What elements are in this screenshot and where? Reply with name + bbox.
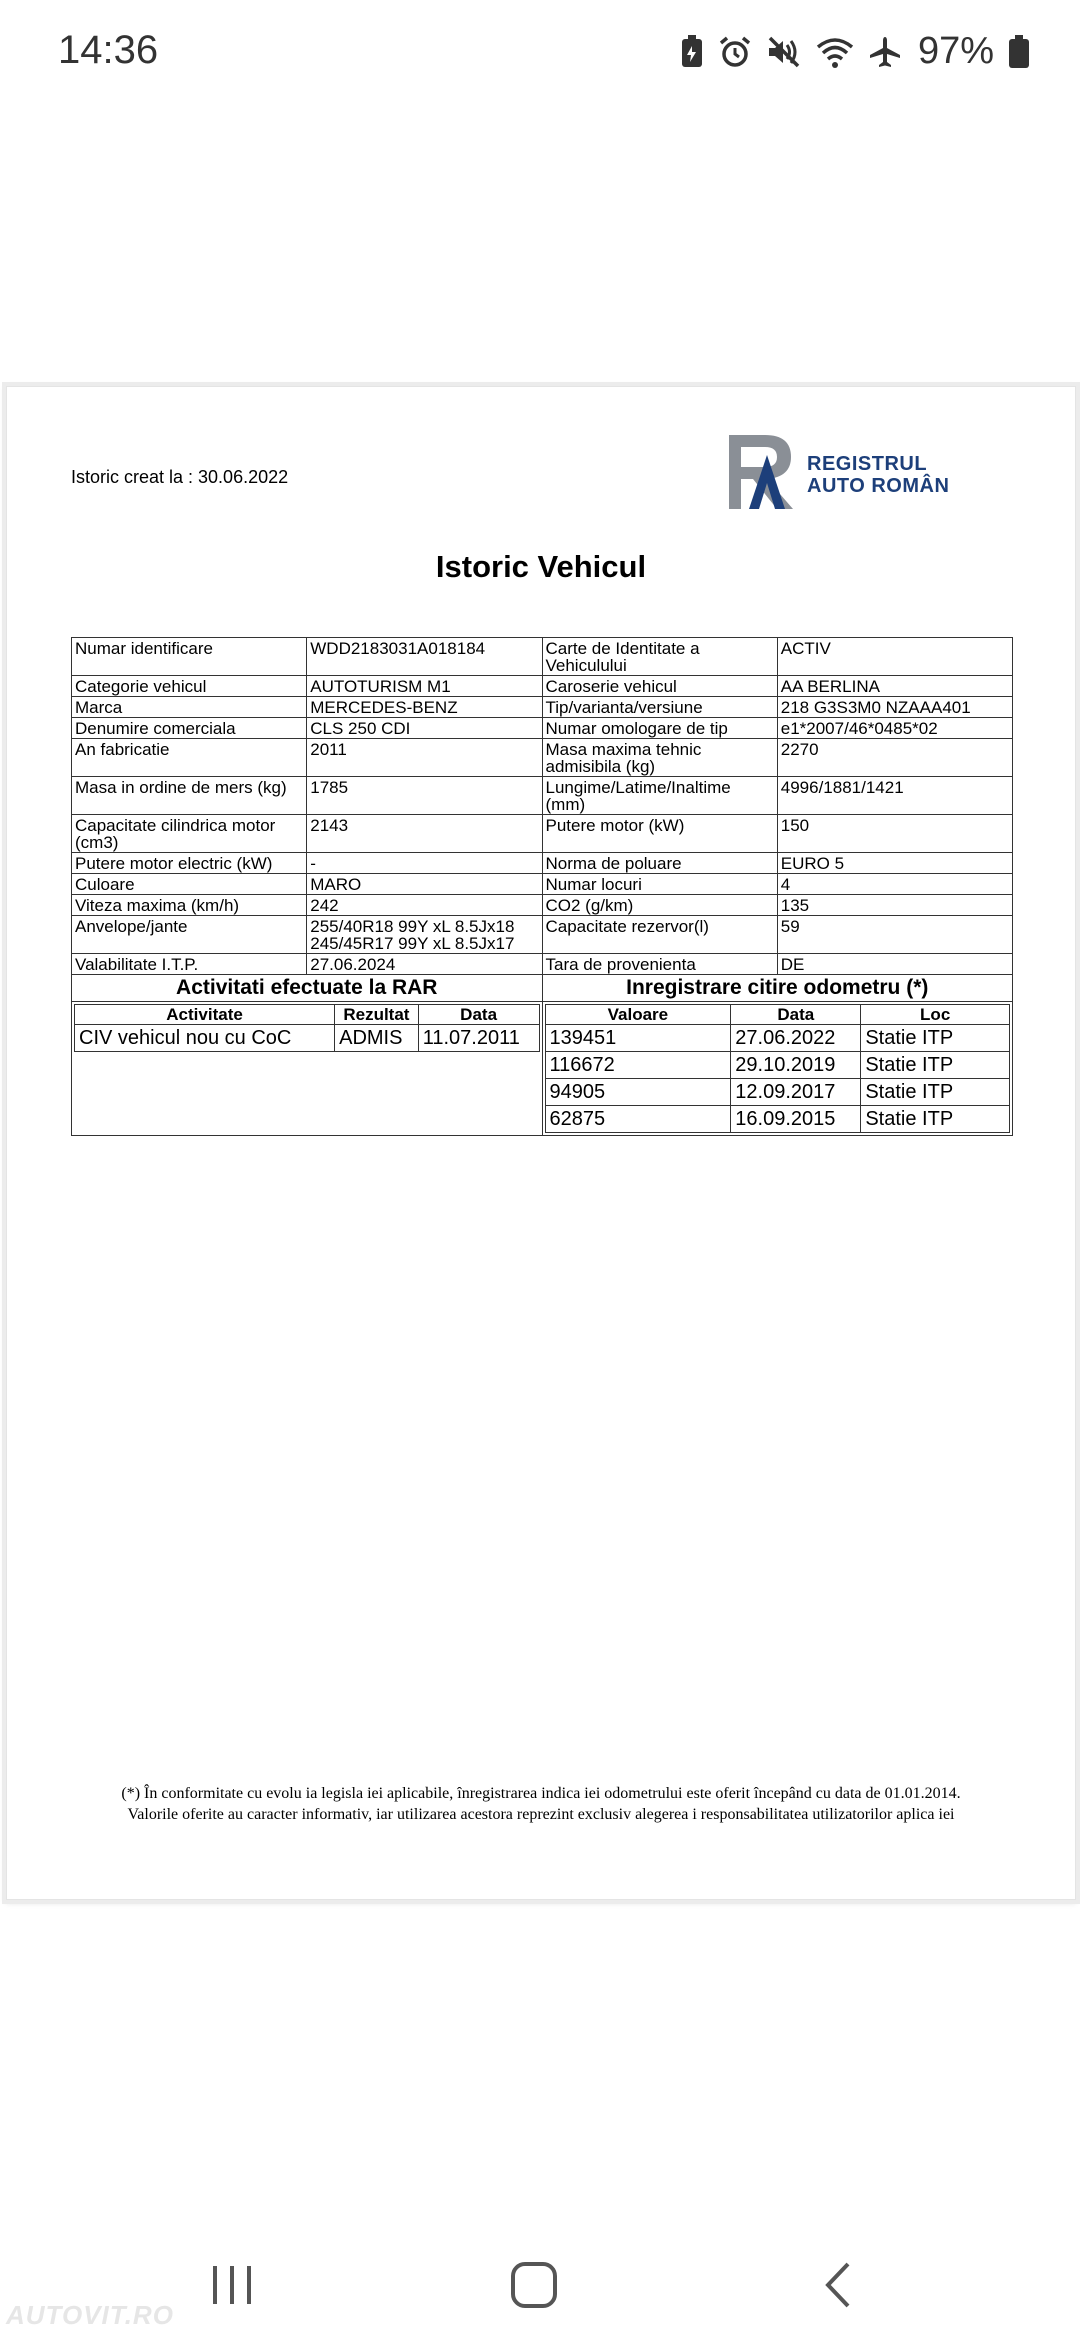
detail-value: WDD2183031A018184 — [307, 638, 542, 676]
detail-label: Masa maxima tehnic admisibila (kg) — [542, 739, 777, 777]
odometer-row — [545, 1052, 1010, 1079]
detail-value: AA BERLINA — [777, 676, 1012, 697]
rar-logo-line1: REGISTRUL — [807, 453, 928, 475]
detail-row — [72, 777, 1013, 815]
odometer-row — [545, 1079, 1010, 1106]
activities-title: Activitati efectuate la RAR — [72, 975, 543, 1002]
detail-value: 2270 — [777, 739, 1012, 777]
detail-value: MARO — [307, 874, 542, 895]
activities-header: Activitate — [75, 1005, 335, 1025]
detail-label: Valabilitate I.T.P. — [72, 954, 307, 975]
battery-icon — [1008, 35, 1030, 69]
detail-label: Categorie vehicul — [72, 676, 307, 697]
activities-cell: 11.07.2011 — [418, 1025, 539, 1052]
detail-label: Denumire comerciala — [72, 718, 307, 739]
detail-value: EURO 5 — [777, 853, 1012, 874]
detail-value: 1785 — [307, 777, 542, 815]
detail-row — [72, 815, 1013, 853]
detail-row — [72, 874, 1013, 895]
odometer-header: Valoare — [545, 1005, 731, 1025]
activities-cell: ADMIS — [335, 1025, 419, 1052]
alarm-icon — [718, 35, 752, 69]
odometer-cell: 62875 — [545, 1106, 731, 1133]
odometer-cell: Statie ITP — [861, 1106, 1010, 1133]
vehicle-details-table — [71, 637, 1013, 1136]
detail-label: Caroserie vehicul — [542, 676, 777, 697]
detail-value: 150 — [777, 815, 1012, 853]
detail-row — [72, 697, 1013, 718]
detail-value: - — [307, 853, 542, 874]
detail-row — [72, 916, 1013, 954]
detail-label: Tip/varianta/versiune — [542, 697, 777, 718]
odometer-cell — [542, 1002, 1013, 1136]
detail-label: Capacitate rezervor(l) — [542, 916, 777, 954]
activities-cell: CIV vehicul nou cu CoC — [75, 1025, 335, 1052]
detail-row — [72, 853, 1013, 874]
detail-row — [72, 638, 1013, 676]
detail-value: 27.06.2024 — [307, 954, 542, 975]
recent-apps-icon — [209, 2262, 255, 2308]
detail-label: Carte de Identitate a Vehiculului — [542, 638, 777, 676]
footnote — [67, 1783, 1015, 1825]
detail-label: Lungime/Latime/Inaltime (mm) — [542, 777, 777, 815]
battery-percentage: 97% — [917, 30, 994, 72]
mute-icon — [766, 35, 802, 69]
wifi-icon — [816, 35, 854, 69]
activities-cell — [72, 1002, 543, 1136]
activities-header: Rezultat — [335, 1005, 419, 1025]
odometer-cell: 116672 — [545, 1052, 731, 1079]
footnote-line-1: (*) În conformitate cu evolu ia legisla iei aplicabile, înregistrarea indica iei odometrului este oferit începând cu data de 01.01.2014. — [121, 1785, 961, 1802]
rar-logo-mark — [727, 433, 799, 511]
odometer-header: Data — [731, 1005, 861, 1025]
battery-saver-icon — [680, 35, 704, 69]
odometer-cell: 12.09.2017 — [731, 1079, 861, 1106]
detail-row — [72, 739, 1013, 777]
detail-value: 255/40R18 99Y xL 8.5Jx18 245/45R17 99Y xL 8.5Jx17 — [307, 916, 542, 954]
odometer-cell: 139451 — [545, 1025, 731, 1052]
odometer-cell: Statie ITP — [861, 1079, 1010, 1106]
detail-label: An fabricatie — [72, 739, 307, 777]
detail-value: ACTIV — [777, 638, 1012, 676]
status-time: 14:36 — [58, 28, 159, 72]
detail-value: MERCEDES-BENZ — [307, 697, 542, 718]
detail-value: 4996/1881/1421 — [777, 777, 1012, 815]
document-title: Istoric Vehicul — [435, 549, 647, 584]
history-created-date: Istoric creat la : 30.06.2022 — [71, 467, 289, 487]
detail-label: Numar locuri — [542, 874, 777, 895]
activities-header: Data — [418, 1005, 539, 1025]
detail-label: CO2 (g/km) — [542, 895, 777, 916]
detail-label: Culoare — [72, 874, 307, 895]
detail-row — [72, 954, 1013, 975]
activities-row — [75, 1025, 540, 1052]
detail-label: Putere motor electric (kW) — [72, 853, 307, 874]
detail-label: Norma de poluare — [542, 853, 777, 874]
recent-apps-button[interactable] — [192, 2250, 272, 2320]
odometer-cell: 94905 — [545, 1079, 731, 1106]
odometer-cell: Statie ITP — [861, 1052, 1010, 1079]
detail-value: AUTOTURISM M1 — [307, 676, 542, 697]
detail-row — [72, 676, 1013, 697]
detail-value: 2011 — [307, 739, 542, 777]
rar-logo-text — [807, 453, 949, 497]
detail-label: Putere motor (kW) — [542, 815, 777, 853]
footnote-line-2: Valorile oferite au caracter informativ, iar utilizarea acestora reprezint exclusiv alegerea i responsabilitatea utilizatorilor aplica iei — [127, 1806, 955, 1823]
detail-label: Masa in ordine de mers (kg) — [72, 777, 307, 815]
detail-label: Marca — [72, 697, 307, 718]
vehicle-history-document — [6, 386, 1076, 1900]
airplane-icon — [868, 35, 902, 69]
activities-table — [74, 1004, 540, 1052]
detail-value: 135 — [777, 895, 1012, 916]
back-button[interactable] — [798, 2250, 878, 2320]
detail-value: 2143 — [307, 815, 542, 853]
back-icon — [818, 2260, 858, 2310]
home-icon — [509, 2260, 559, 2310]
detail-value: 59 — [777, 916, 1012, 954]
detail-value: e1*2007/46*0485*02 — [777, 718, 1012, 739]
detail-value: CLS 250 CDI — [307, 718, 542, 739]
odometer-cell: 27.06.2022 — [731, 1025, 861, 1052]
status-bar — [0, 0, 1080, 110]
odometer-cell: Statie ITP — [861, 1025, 1010, 1052]
detail-label: Capacitate cilindrica motor (cm3) — [72, 815, 307, 853]
odometer-row — [545, 1106, 1010, 1133]
detail-value: DE — [777, 954, 1012, 975]
detail-label: Numar omologare de tip — [542, 718, 777, 739]
watermark: AUTOVIT.RO — [6, 2300, 174, 2330]
odometer-table — [545, 1004, 1011, 1133]
detail-label: Tara de provenienta — [542, 954, 777, 975]
detail-value: 242 — [307, 895, 542, 916]
odometer-cell: 16.09.2015 — [731, 1106, 861, 1133]
detail-label: Viteza maxima (km/h) — [72, 895, 307, 916]
status-icons — [680, 30, 1030, 73]
detail-label: Anvelope/jante — [72, 916, 307, 954]
detail-row — [72, 895, 1013, 916]
detail-value: 4 — [777, 874, 1012, 895]
home-button[interactable] — [494, 2250, 574, 2320]
rar-logo — [727, 433, 957, 517]
odometer-header: Loc — [861, 1005, 1010, 1025]
odometer-cell: 29.10.2019 — [731, 1052, 861, 1079]
odometer-title: Inregistrare citire odometru (*) — [542, 975, 1013, 1002]
detail-row — [72, 718, 1013, 739]
detail-value: 218 G3S3M0 NZAAA401 — [777, 697, 1012, 718]
detail-label: Numar identificare — [72, 638, 307, 676]
odometer-row — [545, 1025, 1010, 1052]
rar-logo-line2: AUTO ROMÂN — [807, 475, 950, 497]
